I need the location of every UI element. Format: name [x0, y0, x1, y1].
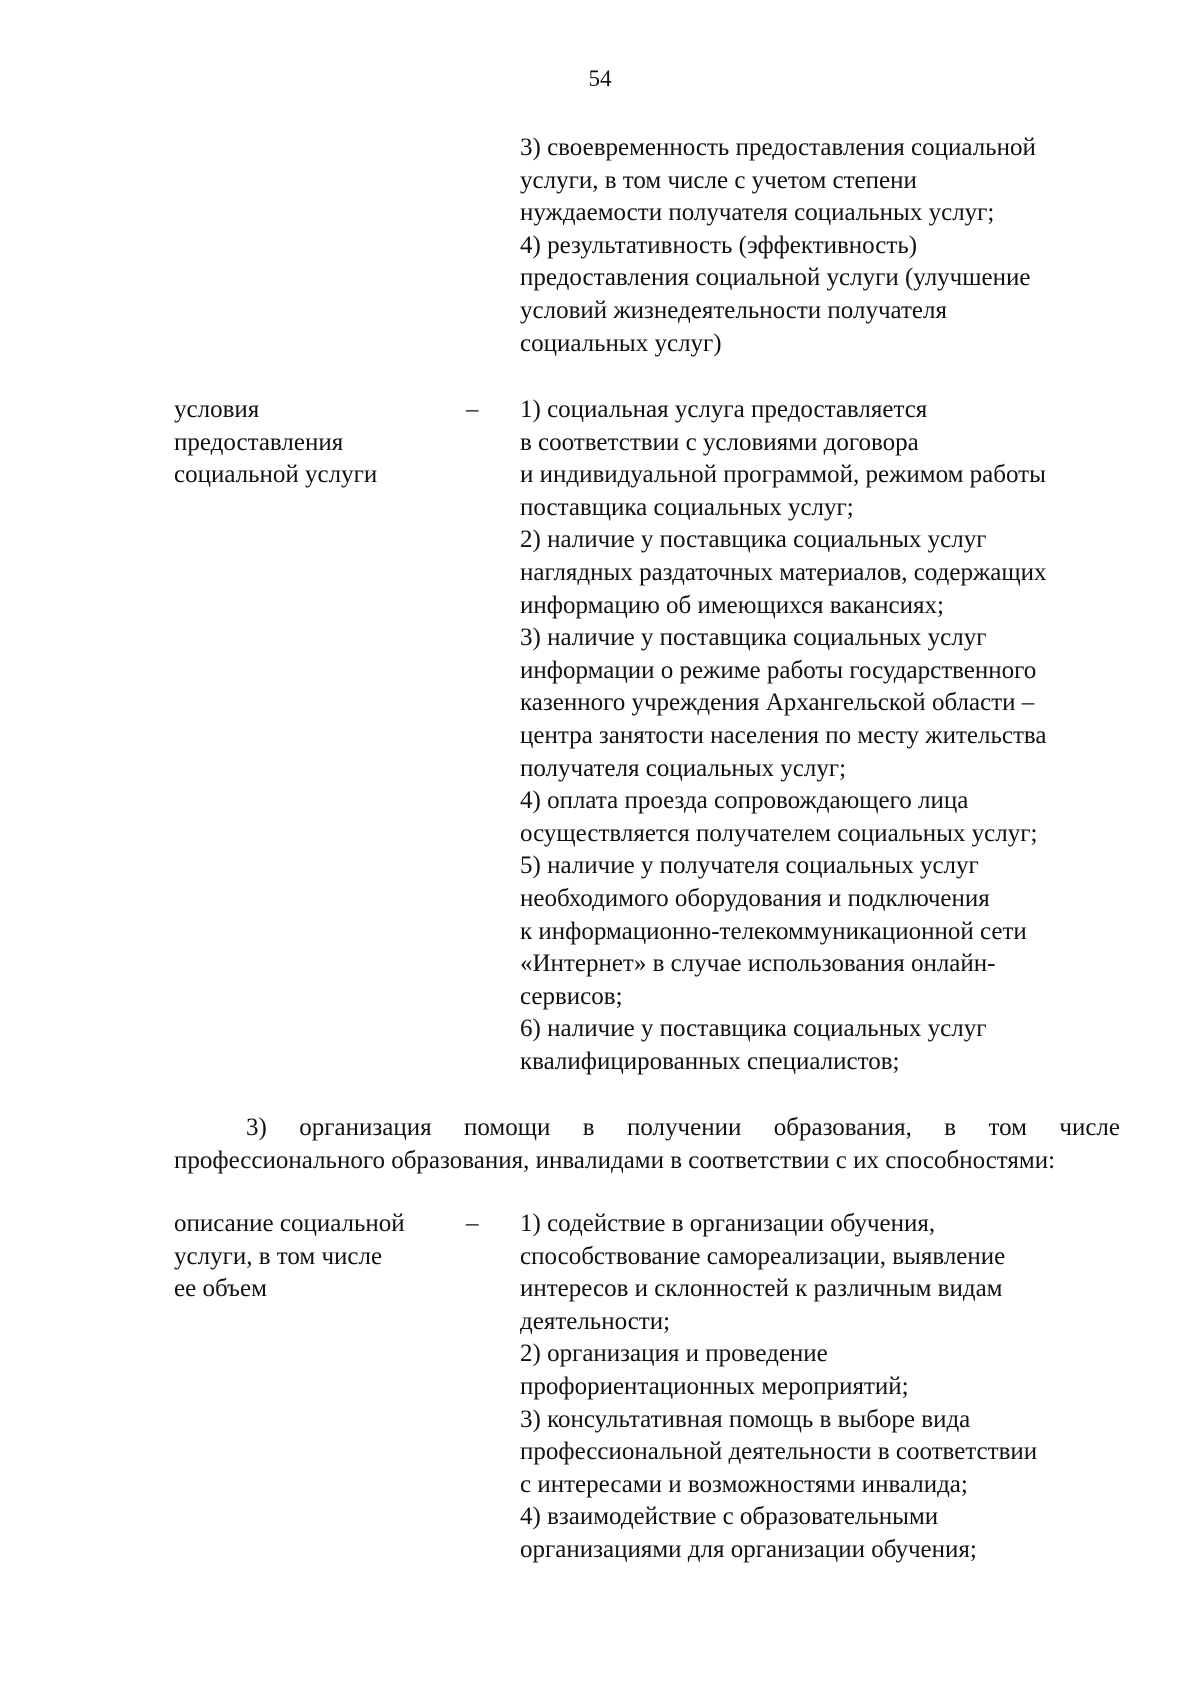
- text-line: к информационно-телекоммуникационной сети: [520, 917, 1027, 945]
- description-label: [174, 1208, 454, 1306]
- text-line: получателя социальных услуг;: [520, 754, 847, 782]
- text-line: профессиональной деятельности в соответствии: [520, 1438, 1038, 1466]
- text-line: нуждаемости получателя социальных услуг;: [520, 199, 995, 227]
- text-line: информации о режиме работы государственного: [520, 656, 1037, 684]
- text-line: способствование самореализации, выявление: [520, 1242, 1006, 1270]
- text-line: с интересами и возможностями инвалида;: [520, 1470, 968, 1498]
- text-line: 2) наличие у поставщика социальных услуг: [520, 526, 987, 554]
- text-line: 1) содействие в организации обучения,: [520, 1210, 936, 1237]
- text-line: 4) оплата проезда сопровождающего лица: [520, 787, 969, 815]
- paragraph-line: профессионального образования, инвалидами в соответствии с их способностями:: [174, 1146, 1056, 1174]
- text-line: профориентационных мероприятий;: [520, 1372, 909, 1400]
- paragraph-line: 3) организация помощи в получении образования, в том числе: [246, 1114, 1120, 1141]
- text-line: и индивидуальной программой, режимом работы: [520, 461, 1046, 489]
- label-line: услуги, в том числе: [174, 1242, 383, 1270]
- description-dash: –: [466, 1210, 479, 1237]
- text-line: услуги, в том числе с учетом степени: [520, 166, 917, 194]
- description-body: [520, 1208, 1130, 1567]
- conditions-label: [174, 394, 454, 492]
- label-line: социальной услуги: [174, 461, 378, 489]
- text-line: 2) организация и проведение: [520, 1340, 828, 1368]
- text-line: 4) результативность (эффективность): [520, 231, 918, 259]
- label-line: описание социальной: [174, 1210, 405, 1237]
- text-line: 3) своевременность предоставления социальной: [520, 134, 1036, 161]
- conditions-dash: –: [466, 396, 479, 423]
- text-line: интересов и склонностей к различным видам: [520, 1275, 1003, 1303]
- text-line: осуществляется получателем социальных услуг;: [520, 819, 1038, 847]
- label-line: условия: [174, 396, 260, 423]
- text-line: 5) наличие у получателя социальных услуг: [520, 852, 979, 880]
- text-line: в соответствии с условиями договора: [520, 428, 919, 456]
- text-line: 3) наличие у поставщика социальных услуг: [520, 624, 987, 652]
- text-line: организациями для организации обучения;: [520, 1535, 977, 1563]
- conditions-body: [520, 394, 1130, 1078]
- text-line: поставщика социальных услуг;: [520, 493, 854, 521]
- text-line: 6) наличие у поставщика социальных услуг: [520, 1015, 987, 1043]
- label-line: предоставления: [174, 428, 344, 456]
- text-line: деятельности;: [520, 1307, 671, 1335]
- text-line: квалифицированных специалистов;: [520, 1047, 900, 1075]
- text-line: сервисов;: [520, 982, 623, 1010]
- label-line: ее объем: [174, 1275, 267, 1303]
- text-line: необходимого оборудования и подключения: [520, 884, 990, 912]
- text-line: казенного учреждения Архангельской области –: [520, 689, 1035, 717]
- text-line: центра занятости населения по месту жительства: [520, 721, 1047, 749]
- quality-criteria-continuation: [520, 132, 1130, 360]
- text-line: информацию об имеющихся вакансиях;: [520, 591, 944, 619]
- text-line: социальных услуг): [520, 329, 722, 357]
- text-line: наглядных раздаточных материалов, содержащих: [520, 558, 1047, 586]
- text-line: предоставления социальной услуги (улучшение: [520, 264, 1031, 292]
- page-number: 54: [588, 66, 612, 91]
- paragraph-education: [174, 1112, 1120, 1177]
- text-line: 3) консультативная помощь в выборе вида: [520, 1405, 971, 1433]
- text-line: 4) взаимодействие с образовательными: [520, 1503, 939, 1531]
- text-line: условий жизнедеятельности получателя: [520, 296, 947, 324]
- text-line: 1) социальная услуга предоставляется: [520, 396, 928, 423]
- text-line: «Интернет» в случае использования онлайн-: [520, 950, 996, 978]
